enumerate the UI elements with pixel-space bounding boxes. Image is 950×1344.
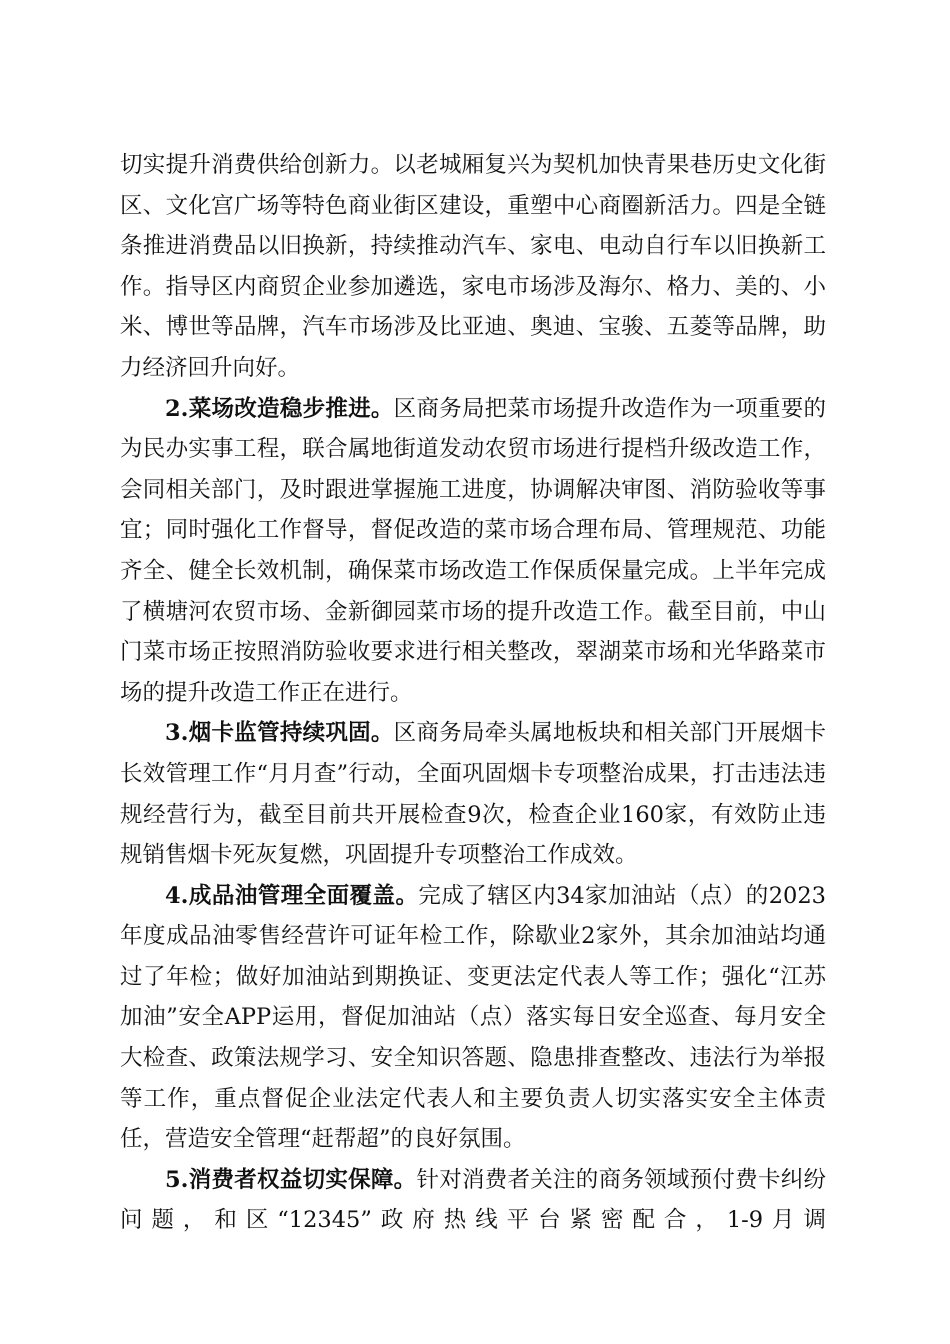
paragraph-text: 区商务局把菜市场提升改造作为一项重要的为民办实事工程，联合属地街道发动农贸市场进行提档升级改造工作，会同相关部门，及时跟进掌握施工进度，协调解决审图、消防验收等事宜；同时强化工作督导，督促改造的菜市场合理布局、管理规范、功能齐全、健全长效机制，确保菜市场改造工作保质保量完成。上半年完成了横塘河农贸市场、金新御园菜市场的提升改造工作。截至目前，中山门菜市场正按照消防验收要求进行相关整改，翠湖菜市场和光华路菜市场的提升改造工作正在进行。 — [120, 395, 826, 706]
paragraph-text: 切实提升消费供给创新力。以老城厢复兴为契机加快青果巷历史文化街区、文化宫广场等特色商业街区建设，重塑中心商圈新活力。四是全链条推进消费品以旧换新，持续推动汽车、家电、电动自行车以旧换新工作。指导区内商贸企业参加遴选，家电市场涉及海尔、格力、美的、小米、博世等品牌，汽车市场涉及比亚迪、奥迪、宝骏、五菱等品牌，助力经济回升向好。 — [120, 152, 826, 381]
paragraph-text: 完成了辖区内34家加油站（点）的2023年度成品油零售经营许可证年检工作，除歇业2家外，其余加油站均通过了年检；做好加油站到期换证、变更法定代表人等工作；强化“江苏加油”安全APP运用，督促加油站（点）落实每日安全巡查、每月安全大检查、政策法规学习、安全知识答题、隐患排查整改、违法行为举报等工作，重点督促企业法定代表人和主要负责人切实落实安全主体责任，营造安全管理“赶帮超”的良好氛围。 — [120, 882, 826, 1153]
paragraph-heading: 5.消费者权益切实保障。 — [165, 1166, 417, 1193]
paragraph-text: 针对消费者关注的商务领域预付费卡纠纷问题，和区“12345”政府热线平台紧密配合，1-9月调 — [120, 1166, 826, 1234]
paragraph-consumer-rights — [120, 1160, 826, 1241]
paragraph-text: 区商务局牵头属地板块和相关部门开展烟卡长效管理工作“月月查”行动，全面巩固烟卡专项整治成果，打击违法违规经营行为，截至目前共开展检查9次，检查企业160家，有效防止违规销售烟卡死灰复燃，巩固提升专项整治工作成效。 — [120, 720, 826, 869]
paragraph-refined-oil-management — [120, 876, 826, 1160]
paragraph-tobacco-card-supervision — [120, 713, 826, 875]
paragraph-heading: 3.烟卡监管持续巩固。 — [165, 720, 394, 747]
document-body — [120, 145, 826, 1241]
paragraph-market-renovation — [120, 389, 826, 714]
paragraph-heading: 2.菜场改造稳步推进。 — [165, 395, 394, 422]
paragraph-consumption-supply — [120, 145, 826, 389]
paragraph-heading: 4.成品油管理全面覆盖。 — [165, 882, 419, 909]
